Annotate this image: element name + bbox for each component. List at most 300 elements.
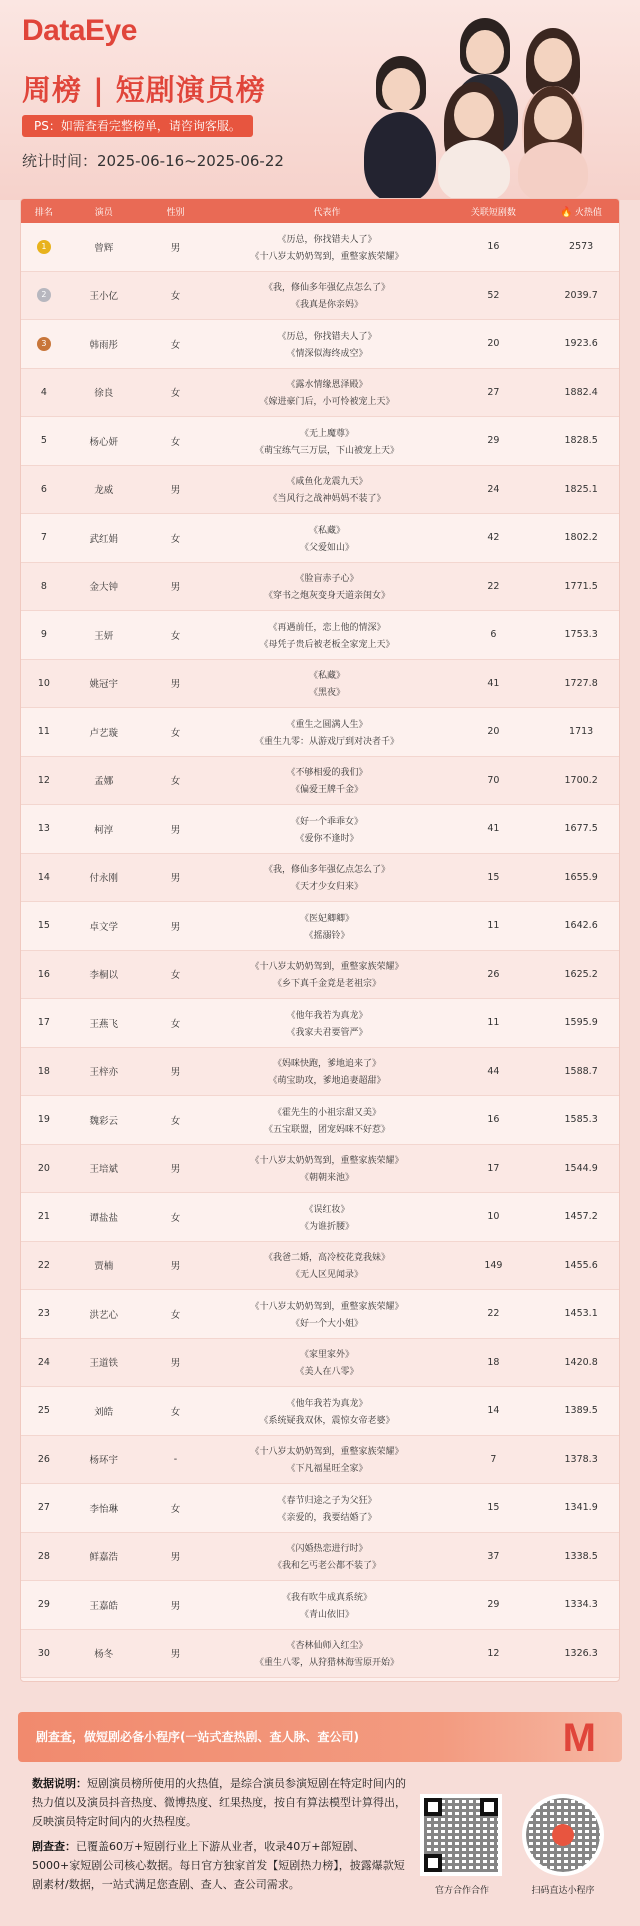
desc-data-text: 短剧演员榜所使用的火热值，是综合演员参演短剧在特定时间内的热力值以及演员抖音热度、微博热度、红果热度，按自有算法模型计算得出，反映演员特定时间内的火热程度。 [32,1777,406,1828]
gender-cell: 女 [170,1503,181,1515]
table-row [21,1048,619,1097]
actors-illustration [340,12,610,200]
work-title: 《历总，你找错夫人了》 [277,331,377,342]
actor-cell: 刘皓 [94,1406,114,1418]
works-cell [210,1493,443,1523]
table-row [21,902,619,951]
rank-cell: 26 [37,1453,50,1465]
rank-cell: 12 [37,774,50,786]
actor-cell: 王培斌 [89,1164,118,1176]
gender-cell: 男 [170,921,181,933]
heat-cell: 1753.3 [564,629,598,641]
heat-cell: 2039.7 [564,289,598,301]
actor-cell: 王嘉皓 [89,1600,118,1612]
count-cell: 10 [487,1211,500,1223]
works-cell [210,814,443,844]
footer [12,1690,628,1920]
gender-cell: 男 [170,1067,181,1079]
works-cell [210,1153,443,1183]
heat-cell: 1378.3 [564,1453,598,1465]
gender-cell: 男 [170,242,181,254]
work-title: 《我和乞丐老公都不装了》 [272,1561,381,1572]
gender-cell: 女 [170,1309,181,1321]
table-row [21,1339,619,1388]
count-cell: 41 [487,823,500,835]
works-cell [210,1541,443,1571]
heat-cell: 1595.9 [564,1017,598,1029]
works-cell [210,1105,443,1135]
heat-cell: 1334.3 [564,1599,598,1611]
table-row [21,999,619,1048]
heat-cell: 1453.1 [564,1308,598,1320]
work-title: 《美人在八零》 [295,1367,359,1378]
work-title: 《黑夜》 [308,688,345,699]
promo-banner[interactable] [18,1712,622,1762]
rank-cell [21,288,67,302]
description [32,1774,408,1894]
heat-cell: 1802.2 [564,532,598,544]
work-title: 《好一个大小姐》 [290,1318,363,1329]
works-cell [210,1008,443,1038]
ranking-table [20,198,620,1682]
works-cell [210,1638,443,1668]
actor-cell: 鲜嘉浩 [89,1552,118,1564]
heat-cell: 1882.4 [564,386,598,398]
count-cell: 11 [487,920,500,932]
heat-cell: 1642.6 [564,920,598,932]
works-cell [210,1347,443,1377]
gender-cell: 男 [170,873,181,885]
table-row [21,272,619,321]
count-cell: 37 [487,1550,500,1562]
actor-cell: 王小亿 [89,291,118,303]
actor-cell: 曾辉 [94,242,114,254]
work-title: 《私藏》 [308,671,345,682]
heat-cell: 1625.2 [564,968,598,980]
work-title: 《重生之圆满人生》 [286,719,368,730]
gender-cell: 男 [170,1649,181,1661]
actor-cell: 卢艺璇 [89,727,118,739]
table-row [21,1436,619,1485]
heat-cell: 1727.8 [564,677,598,689]
works-cell [210,765,443,795]
rank-cell: 27 [37,1502,50,1514]
work-title: 《妈咪快跑，爹地追来了》 [272,1059,381,1070]
work-title: 《我真是你亲妈》 [290,300,363,311]
heat-cell: 2573 [569,241,594,253]
count-cell: 41 [487,677,500,689]
count-cell: 18 [487,1356,500,1368]
works-cell [210,377,443,407]
heat-cell: 1588.7 [564,1065,598,1077]
desc-app-text: 已覆盖60万+短剧行业上下游从业者，收录40万+部短剧、5000+家短剧公司核心数据。每日官方独家首发【短剧热力榜】，披露爆款短剧素材/数据，一站式满足您查剧、查人、查公司需求。 [32,1840,405,1891]
table-row [21,466,619,515]
gender-cell: 女 [170,630,181,642]
heat-cell: 1677.5 [564,823,598,835]
table-row [21,1096,619,1145]
count-cell: 11 [487,1017,500,1029]
actor-cell: 付永刚 [89,873,118,885]
gender-cell: - [173,1453,178,1465]
work-title: 《好一个乖乖女》 [290,816,363,827]
table-row [21,1387,619,1436]
heat-cell: 1825.1 [564,483,598,495]
gender-cell: 女 [170,776,181,788]
stat-period: 统计时间：2025-06-16~2025-06-22 [22,152,284,170]
work-title: 《无上魔尊》 [299,428,354,439]
rank-cell: 15 [37,920,50,932]
actor-cell: 孟娜 [94,776,114,788]
works-cell [210,911,443,941]
work-title: 《历总，你找错夫人了》 [277,234,377,245]
work-title: 《十八岁太奶奶驾到，重整家族荣耀》 [250,1156,404,1167]
rank-cell: 21 [37,1211,50,1223]
work-title: 《我，修仙多年强亿点怎么了》 [263,283,390,294]
table-row [21,854,619,903]
actor-cell: 贾楠 [94,1261,114,1273]
col-heat: 🔥 火热值 [560,206,602,218]
work-title: 《萌宝助攻，爹地追妻超甜》 [268,1076,386,1087]
work-title: 《杏林仙师入红尘》 [286,1641,368,1652]
work-title: 《不够相爱的我们》 [286,768,368,779]
count-cell: 16 [487,241,500,253]
actor-cell: 王道铁 [89,1358,118,1370]
gender-cell: 女 [170,970,181,982]
actor-cell: 杨冬 [94,1649,114,1661]
count-cell: 42 [487,532,500,544]
rank-cell: 4 [40,386,47,398]
work-title: 《十八岁太奶奶驾到，重整家族荣耀》 [250,1447,404,1458]
gender-cell: 男 [170,679,181,691]
work-title: 《天才少女归来》 [290,882,363,893]
gender-cell: 女 [170,339,181,351]
actor-cell: 王燕飞 [89,1018,118,1030]
gender-cell: 男 [170,1552,181,1564]
actor-cell: 李桐以 [89,970,118,982]
rank-cell: 29 [37,1599,50,1611]
work-title: 《乡下真千金竟是老祖宗》 [272,979,381,990]
work-title: 《系统疑我双休，震惊女帝老婆》 [259,1415,395,1426]
works-cell [210,1202,443,1232]
heat-cell: 1828.5 [564,435,598,447]
work-title: 《重生九零：从游戏厅到对决者千》 [254,736,399,747]
count-cell: 24 [487,483,500,495]
heat-cell: 1420.8 [564,1356,598,1368]
rank-cell: 14 [37,871,50,883]
rank-cell: 24 [37,1356,50,1368]
actor-cell: 韩雨彤 [89,339,118,351]
work-title: 《医妃卿卿》 [299,913,354,924]
work-title: 《家里家外》 [299,1350,354,1361]
rank-cell: 18 [37,1065,50,1077]
works-cell [210,620,443,650]
gender-cell: 女 [170,1406,181,1418]
table-row [21,757,619,806]
heat-cell: 1326.3 [564,1647,598,1659]
work-title: 《嫁进豪门后，小可怜被宠上天》 [259,397,395,408]
works-cell [210,1250,443,1280]
rank-cell: 23 [37,1308,50,1320]
works-cell [210,232,443,262]
heat-cell: 1713 [569,726,594,738]
gender-cell: 男 [170,1358,181,1370]
gender-cell: 男 [170,1164,181,1176]
rank-cell: 10 [37,677,50,689]
heat-cell: 1389.5 [564,1405,598,1417]
count-cell: 14 [487,1405,500,1417]
table-row [21,1484,619,1533]
work-title: 《当风行之战神妈妈不装了》 [268,494,386,505]
rank-cell: 30 [37,1647,50,1659]
gender-cell: 男 [170,485,181,497]
heat-cell: 1655.9 [564,871,598,883]
count-cell: 20 [487,726,500,738]
gender-cell: 女 [170,1018,181,1030]
actor-cell: 武红娟 [89,533,118,545]
ps-note: PS：如需查看完整榜单，请咨询客服。 [22,115,253,137]
table-row [21,417,619,466]
fire-icon: 🔥 [560,206,573,218]
work-title: 《霍先生的小祖宗甜又美》 [272,1107,381,1118]
works-cell [210,1590,443,1620]
count-cell: 26 [487,968,500,980]
rank-cell: 7 [40,532,47,544]
heat-cell: 1544.9 [564,1162,598,1174]
heat-cell: 1700.2 [564,774,598,786]
brand-mark-icon: M [562,1716,596,1760]
col-actor: 演员 [94,207,113,218]
rank-cell: 19 [37,1114,50,1126]
count-cell: 70 [487,774,500,786]
count-cell: 22 [487,1308,500,1320]
work-title: 《青山依旧》 [299,1609,354,1620]
work-title: 《情深似海终成空》 [286,348,368,359]
work-title: 《无人区见闻录》 [290,1270,363,1281]
actor-cell: 谭盐盐 [89,1212,118,1224]
rank-cell: 28 [37,1550,50,1562]
work-title: 《朝朝来池》 [299,1173,354,1184]
work-title: 《十八岁太奶奶驾到，重整家族荣耀》 [250,1301,404,1312]
works-cell [210,1056,443,1086]
heat-cell: 1585.3 [564,1114,598,1126]
works-cell [210,523,443,553]
count-cell: 15 [487,871,500,883]
work-title: 《误红妆》 [304,1204,350,1215]
rank-cell: 5 [40,435,47,447]
table-row [21,708,619,757]
count-cell: 6 [490,629,497,641]
count-cell: 16 [487,1114,500,1126]
work-title: 《我有吹牛成真系统》 [281,1592,372,1603]
table-row [21,369,619,418]
gender-cell: 男 [170,1261,181,1273]
table-row [21,563,619,612]
work-title: 《五宝联盟，团宠妈咪不好惹》 [263,1124,390,1135]
col-works: 代表作 [313,207,341,218]
rank-cell [21,240,67,254]
actor-cell: 李怡琳 [89,1503,118,1515]
work-title: 《再遇前任，恋上他的情深》 [268,622,386,633]
gender-cell: 女 [170,436,181,448]
work-title: 《萌宝练气三万层，下山被宠上天》 [254,445,399,456]
medal-icon: 2 [37,288,51,302]
gender-cell: 男 [170,582,181,594]
count-cell: 12 [487,1647,500,1659]
gender-cell: 女 [170,1212,181,1224]
actor-cell: 柯淳 [94,824,114,836]
table-row [21,951,619,1000]
count-cell: 15 [487,1502,500,1514]
heat-cell: 1338.5 [564,1550,598,1562]
rank-cell: 22 [37,1259,50,1271]
rank-cell [21,337,67,351]
actor-cell: 卓文学 [89,921,118,933]
gender-cell: 女 [170,291,181,303]
actor-cell: 徐良 [94,388,114,400]
medal-icon: 1 [37,240,51,254]
count-cell: 7 [490,1453,497,1465]
work-title: 《私藏》 [308,525,345,536]
work-title: 《我爸二婚，高冷校花竟我妹》 [263,1253,390,1264]
works-cell [210,474,443,504]
work-title: 《十八岁太奶奶驾到，重整家族荣耀》 [250,251,404,262]
works-cell [210,280,443,310]
qr-code-miniprogram[interactable] [522,1794,604,1876]
rank-cell: 13 [37,823,50,835]
col-count: 关联短剧数 [470,207,516,218]
desc-data-label: 数据说明： [32,1777,87,1790]
gender-cell: 男 [170,824,181,836]
qr-code-official[interactable] [420,1794,502,1876]
work-title: 《他年我若为真龙》 [286,1010,368,1021]
work-title: 《闪婚热恋进行时》 [286,1544,368,1555]
actor-cell: 王梓亦 [89,1067,118,1079]
work-title: 《母凭子贵后被老板全家宠上天》 [259,639,395,650]
actor-cell: 金大钟 [89,582,118,594]
count-cell: 27 [487,386,500,398]
count-cell: 22 [487,580,500,592]
header [0,0,640,200]
work-title: 《重生八零，从狩猎林海雪原开始》 [254,1658,399,1669]
work-title: 《为谁折腰》 [299,1221,354,1232]
gender-cell: 女 [170,1115,181,1127]
table-row [21,223,619,272]
works-cell [210,571,443,601]
works-cell [210,426,443,456]
heat-cell: 1457.2 [564,1211,598,1223]
actor-cell: 洪艺心 [89,1309,118,1321]
table-row [21,1630,619,1679]
work-title: 《下凡福星旺全家》 [286,1464,368,1475]
brand-logo: DataEye [22,14,137,47]
works-cell [210,959,443,989]
count-cell: 52 [487,289,500,301]
count-cell: 20 [487,338,500,350]
works-cell [210,717,443,747]
actor-cell: 杨心妍 [89,436,118,448]
work-title: 《露水情缘恩泽殿》 [286,380,368,391]
rank-cell: 25 [37,1405,50,1417]
table-row [21,805,619,854]
qr-official-label: 官方合作合作 [434,1886,489,1896]
qr-miniprogram-label: 扫码直达小程序 [531,1886,595,1896]
works-cell [210,1299,443,1329]
count-cell: 149 [484,1259,503,1271]
actor-cell: 魏彩云 [89,1115,118,1127]
count-cell: 29 [487,435,500,447]
work-title: 《春节归途之子为父狂》 [277,1495,377,1506]
count-cell: 44 [487,1065,500,1077]
work-title: 《脸盲赤子心》 [295,574,359,585]
work-title: 《十八岁太奶奶驾到，重整家族荣耀》 [250,962,404,973]
work-title: 《他年我若为真龙》 [286,1398,368,1409]
table-row [21,1145,619,1194]
work-title: 《咸鱼化龙震九天》 [286,477,368,488]
work-title: 《父爱如山》 [299,542,354,553]
actor-cell: 龙威 [94,485,114,497]
rank-cell: 8 [40,580,47,592]
table-row [21,514,619,563]
promo-banner-text: 剧查查，做短剧必备小程序(一站式查热剧、查人脉、查公司) [36,1730,359,1744]
table-row [21,1290,619,1339]
heat-cell: 1771.5 [564,580,598,592]
col-rank: 排名 [34,207,53,218]
rank-cell: 11 [37,726,50,738]
work-title: 《我家夫君要管严》 [286,1027,368,1038]
works-cell [210,1396,443,1426]
rank-cell: 20 [37,1162,50,1174]
col-gender: 性别 [166,207,185,218]
table-row [21,660,619,709]
count-cell: 17 [487,1162,500,1174]
table-header [21,199,619,223]
gender-cell: 女 [170,727,181,739]
works-cell [210,1444,443,1474]
gender-cell: 女 [170,533,181,545]
work-title: 《偏爱王牌千金》 [290,785,363,796]
table-row [21,611,619,660]
works-cell [210,862,443,892]
rank-cell: 6 [40,483,47,495]
page-title: 周榜 | 短剧演员榜 [22,73,266,107]
count-cell: 29 [487,1599,500,1611]
work-title: 《我，修仙多年强亿点怎么了》 [263,865,390,876]
rank-cell: 17 [37,1017,50,1029]
work-title: 《穿书之炮灰变身天道亲闺女》 [263,591,390,602]
table-row [21,1242,619,1291]
medal-icon: 3 [37,337,51,351]
gender-cell: 女 [170,388,181,400]
actor-cell: 姚冠宇 [89,679,118,691]
work-title: 《爱你不逢时》 [295,833,359,844]
work-title: 《亲爱的，我要结婚了》 [277,1512,377,1523]
heat-cell: 1455.6 [564,1259,598,1271]
heat-cell: 1341.9 [564,1502,598,1514]
gender-cell: 男 [170,1600,181,1612]
actor-cell: 杨环宇 [89,1455,118,1467]
desc-app-label: 剧查查： [32,1840,76,1853]
table-row [21,1581,619,1630]
works-cell [210,329,443,359]
table-row [21,1193,619,1242]
rank-cell: 9 [40,629,47,641]
table-row [21,320,619,369]
table-row [21,1533,619,1582]
rank-cell: 16 [37,968,50,980]
actor-cell: 王妍 [94,630,114,642]
heat-cell: 1923.6 [564,338,598,350]
work-title: 《摇溺铃》 [304,930,350,941]
